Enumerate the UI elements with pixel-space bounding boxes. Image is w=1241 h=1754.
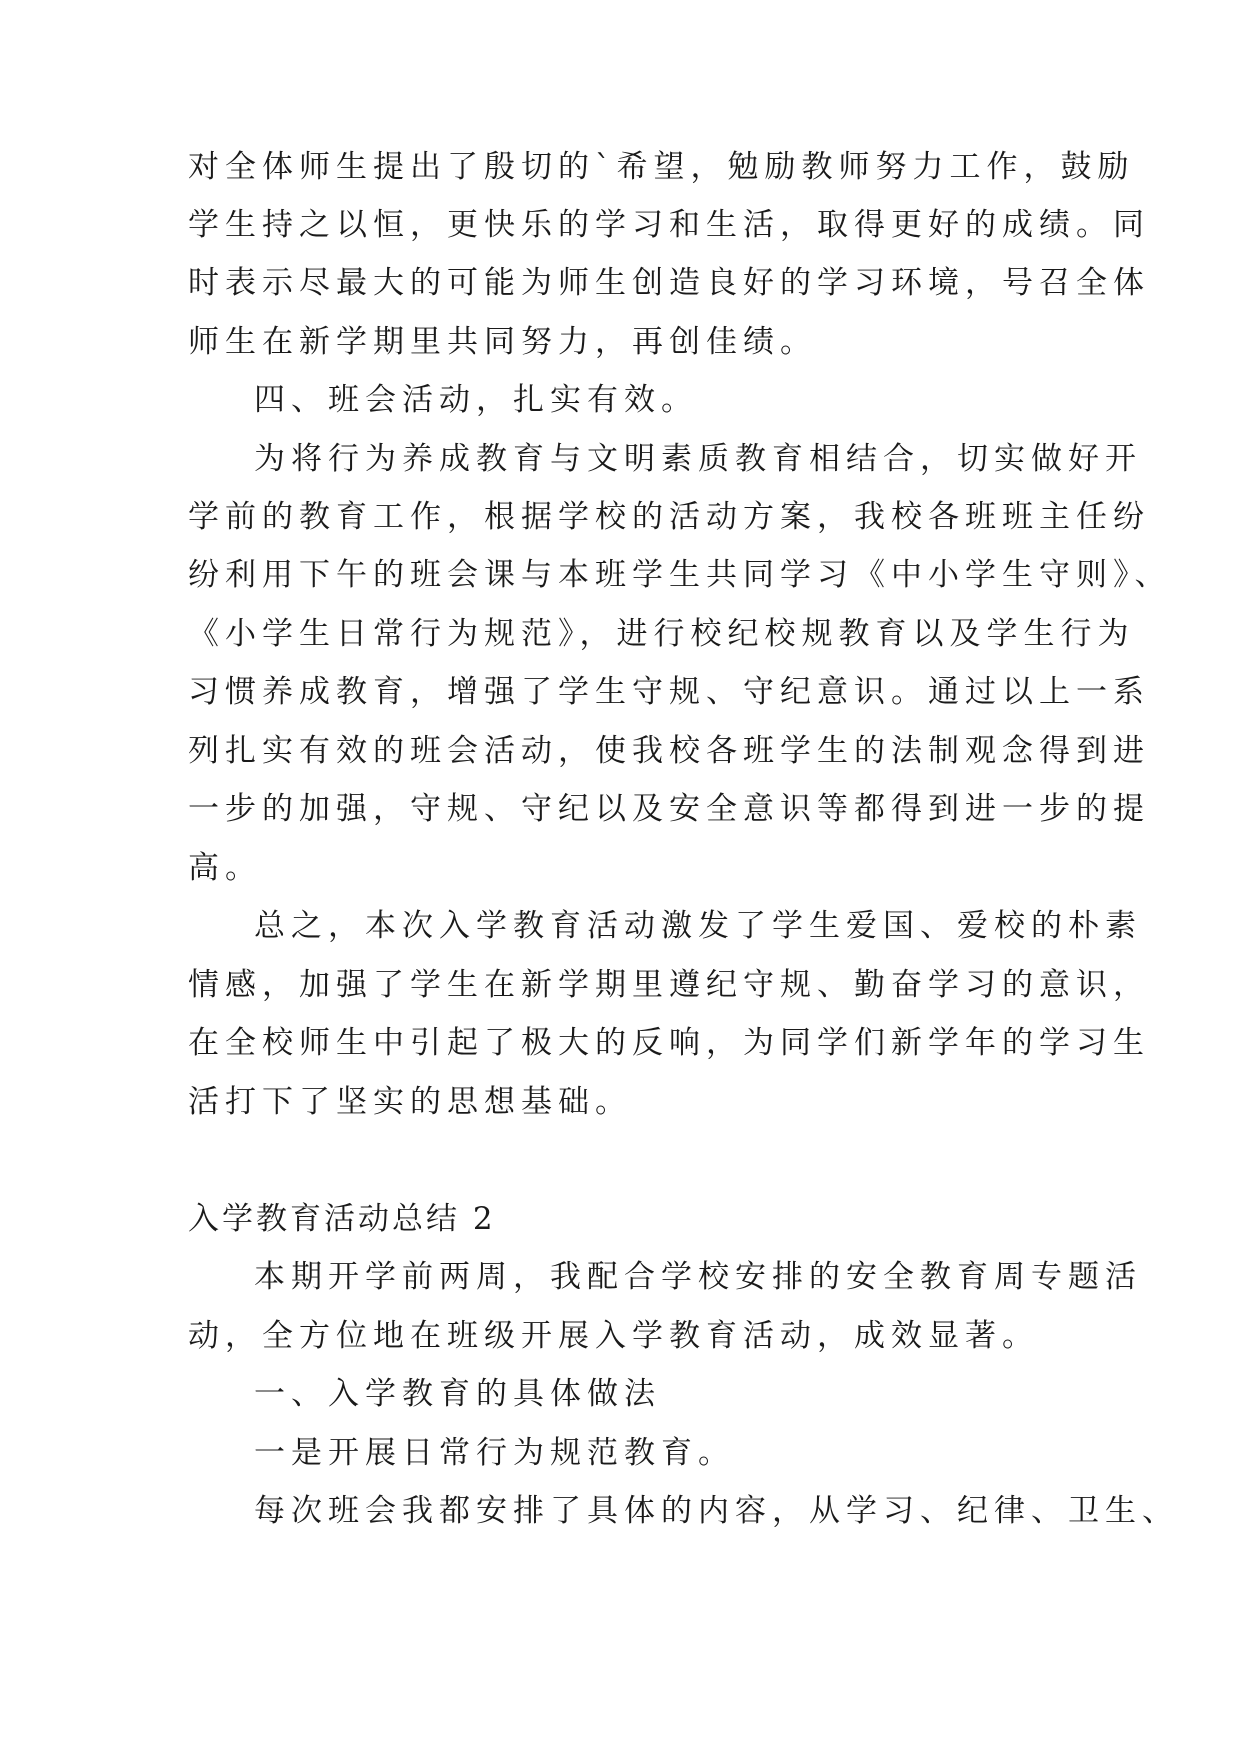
- text-line: 列扎实有效的班会活动，使我校各班学生的法制观念得到进: [188, 733, 1150, 769]
- section-title: 入学教育活动总结 2: [188, 1201, 496, 1237]
- text-line: 时表示尽最大的可能为师生创造良好的学习环境，号召全体: [188, 265, 1150, 301]
- section-heading: 四、班会活动，扎实有效。: [254, 382, 698, 418]
- text-line: 在全校师生中引起了极大的反响，为同学们新学年的学习生: [188, 1025, 1150, 1061]
- text-line: 为将行为养成教育与文明素质教育相结合，切实做好开: [254, 441, 1142, 477]
- text-line: 学前的教育工作，根据学校的活动方案，我校各班班主任纷: [188, 499, 1150, 535]
- text-line: 对全体师生提出了殷切的`希望，勉励教师努力工作，鼓励: [188, 149, 1135, 185]
- text-line: 高。: [188, 850, 262, 886]
- text-line: 一步的加强，守规、守纪以及安全意识等都得到进一步的提: [188, 791, 1150, 827]
- text-line: 总之，本次入学教育活动激发了学生爱国、爱校的朴素: [254, 908, 1142, 944]
- text-line: 《小学生日常行为规范》，进行校纪校规教育以及学生行为: [188, 616, 1135, 652]
- text-line: 本期开学前两周，我配合学校安排的安全教育周专题活: [254, 1259, 1142, 1295]
- text-line: 习惯养成教育，增强了学生守规、守纪意识。通过以上一系: [188, 674, 1150, 710]
- text-line: 一是开展日常行为规范教育。: [254, 1435, 735, 1471]
- text-line: 师生在新学期里共同努力，再创佳绩。: [188, 324, 817, 360]
- text-line: 纷利用下午的班会课与本班学生共同学习《中小学生守则》、: [188, 557, 1172, 593]
- text-line: 动，全方位地在班级开展入学教育活动，成效显著。: [188, 1318, 1039, 1354]
- text-line: 每次班会我都安排了具体的内容，从学习、纪律、卫生、: [254, 1493, 1179, 1529]
- section-heading: 一、入学教育的具体做法: [254, 1376, 661, 1412]
- text-line: 情感，加强了学生在新学期里遵纪守规、勤奋学习的意识，: [188, 967, 1150, 1003]
- text-line: 活打下了坚实的思想基础。: [188, 1084, 632, 1120]
- text-line: 学生持之以恒，更快乐的学习和生活，取得更好的成绩。同: [188, 207, 1150, 243]
